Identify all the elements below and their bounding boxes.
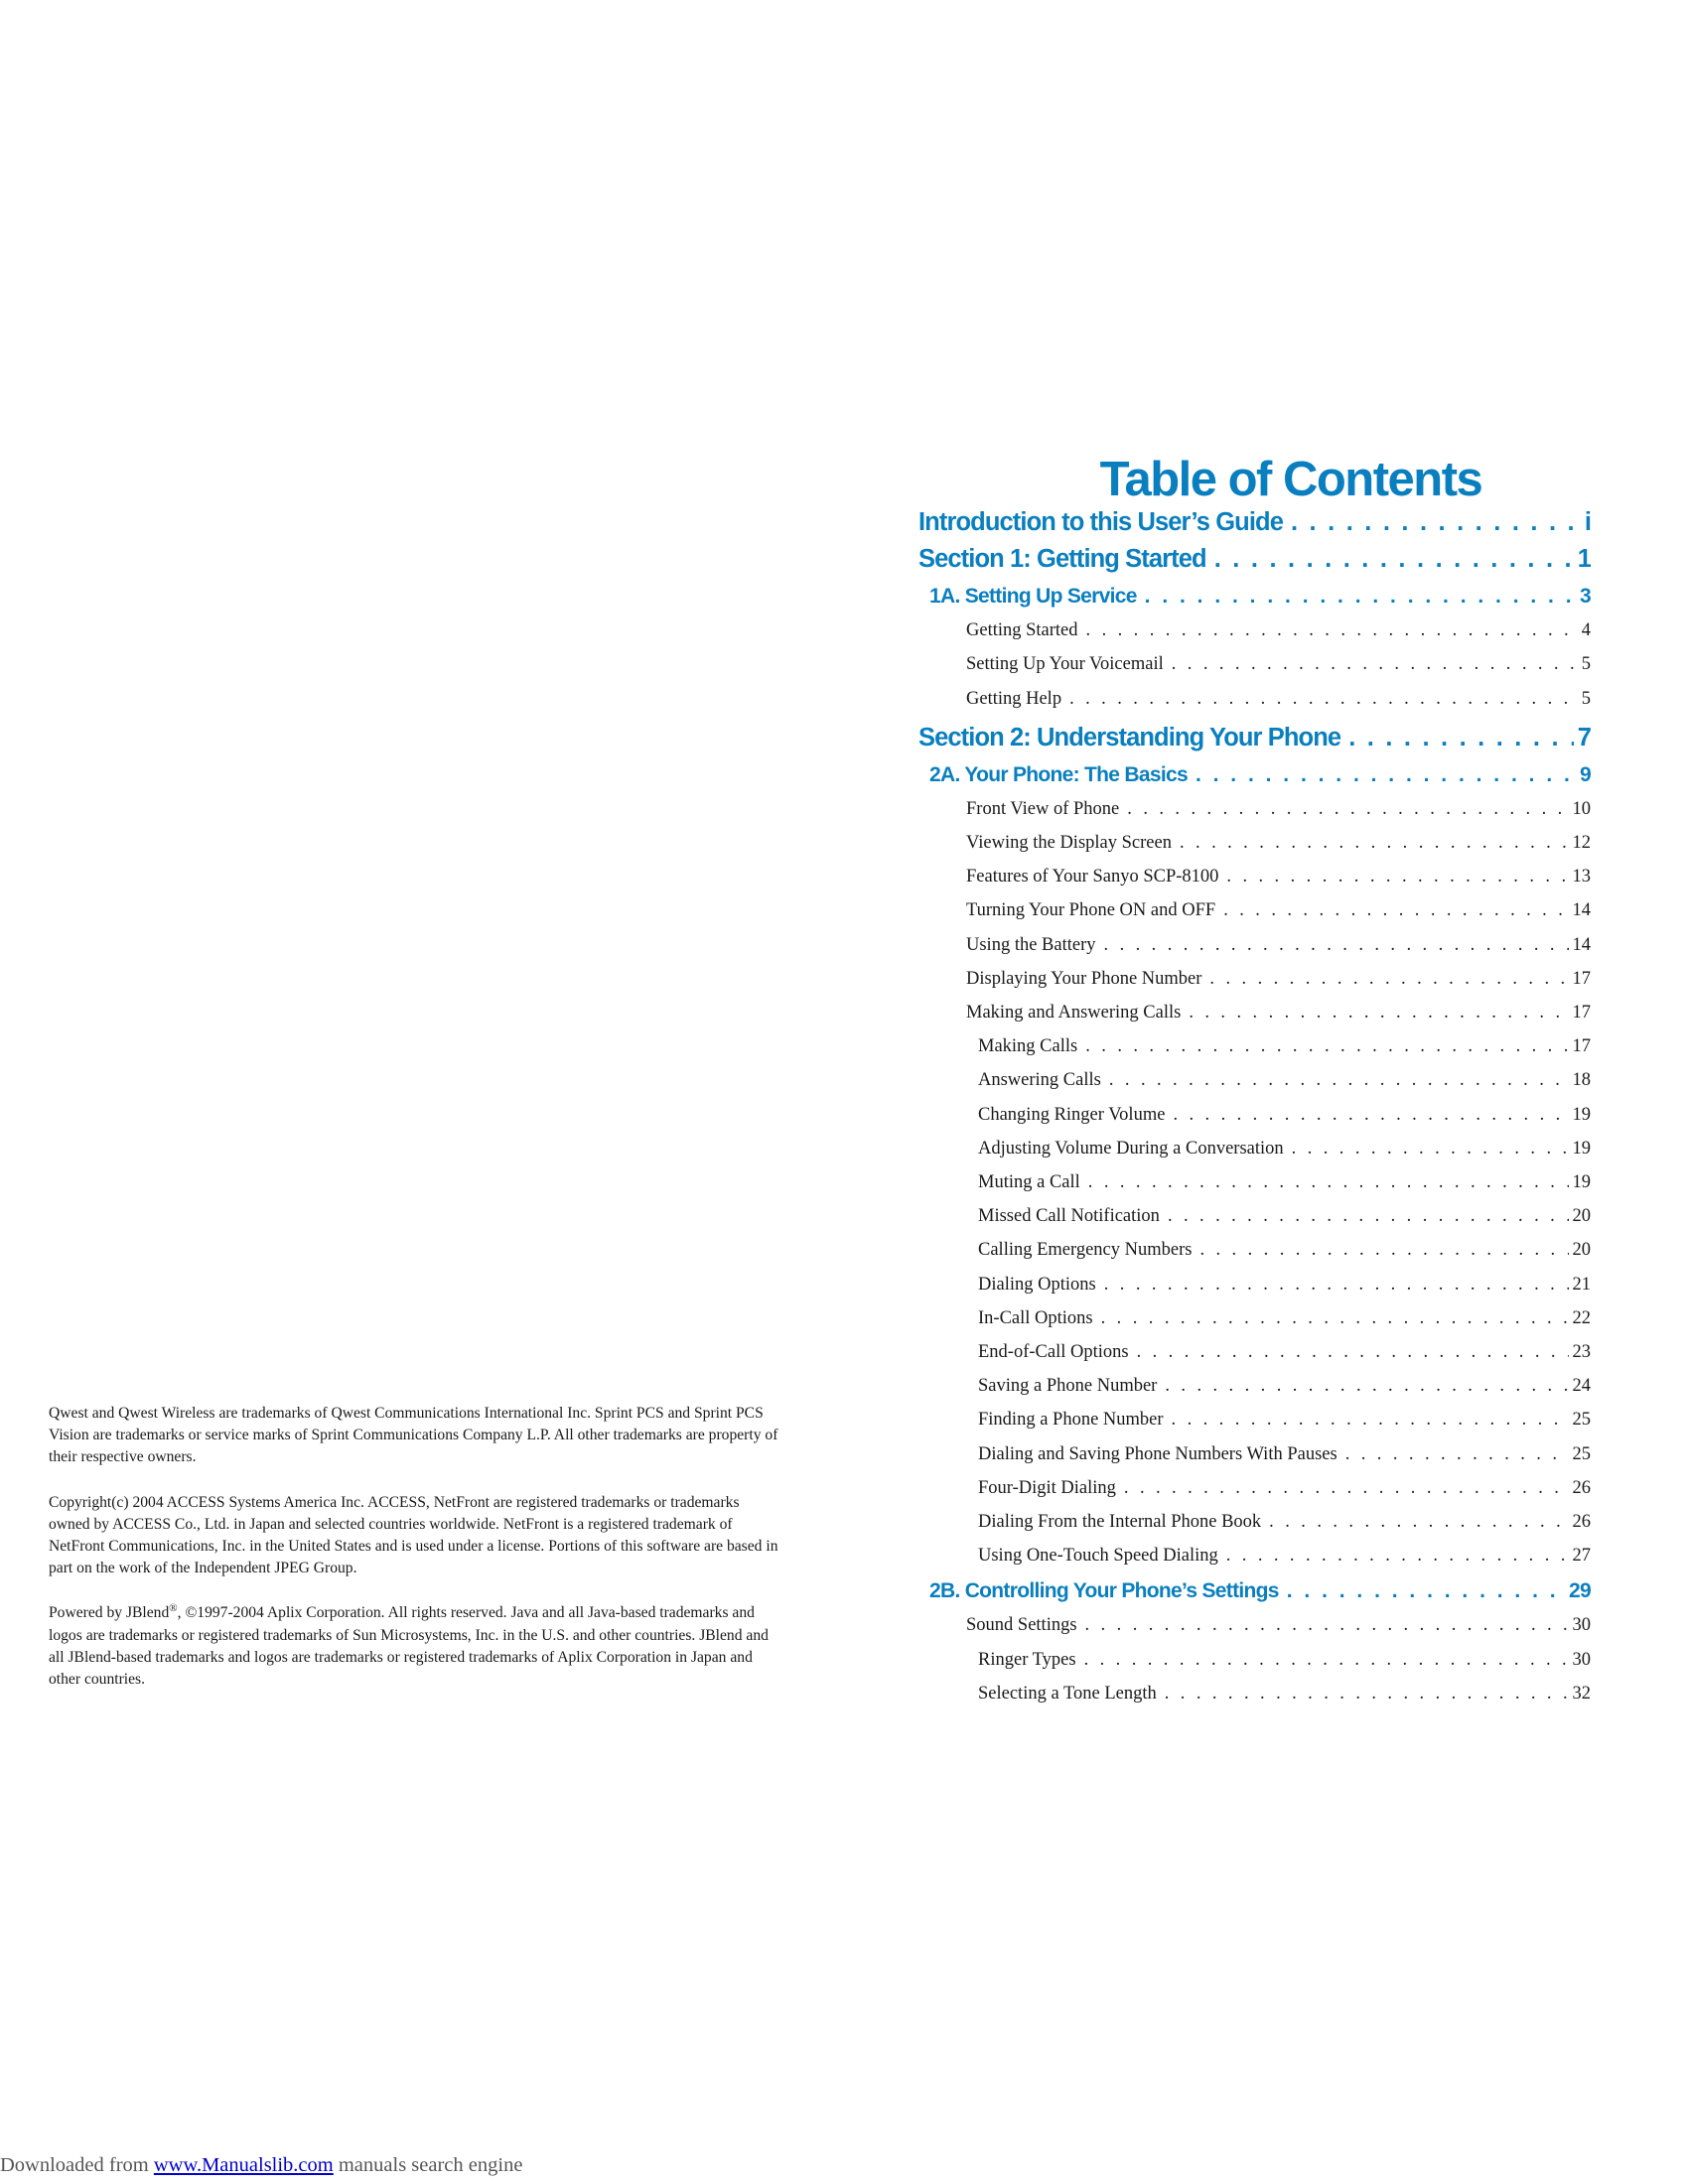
toc-entry-label: Four-Digit Dialing <box>978 1478 1116 1498</box>
toc-page-number: 25 <box>1572 1444 1591 1464</box>
toc-entry[interactable] <box>978 1403 1591 1436</box>
toc-entry-label: Answering Calls <box>978 1070 1101 1090</box>
toc-entry-label: Saving a Phone Number <box>978 1376 1158 1396</box>
toc-page-number: 9 <box>1580 763 1591 786</box>
jblend-text-start: Powered by JBlend <box>49 1604 170 1622</box>
toc-entry[interactable] <box>978 1539 1591 1572</box>
toc-page-number: 17 <box>1572 1036 1591 1056</box>
toc-leader-dots <box>1196 758 1576 792</box>
toc-leader-dots <box>1085 1029 1568 1063</box>
toc-entry-label: Missed Call Notification <box>978 1206 1160 1226</box>
toc-leader-dots <box>1168 1199 1569 1233</box>
toc-entry[interactable] <box>978 1335 1591 1369</box>
toc-entry[interactable] <box>966 928 1591 962</box>
toc-entry[interactable] <box>929 580 1591 614</box>
toc-entry[interactable] <box>978 1643 1591 1677</box>
toc-entry-label: Displaying Your Phone Number <box>966 969 1202 989</box>
jblend-text-rest: , ©1997-2004 Aplix Corporation. All rights reserved. Java and all Java-based trademarks and logos are trademarks or registered trademarks of Sun Microsystems, Inc. in the U.S. and other countries. JBlend and all JBlend-based trademarks and logos are trademarks or registered trademarks of Aplix Corporation in Japan and other countries. <box>49 1604 769 1689</box>
toc-page-number: 12 <box>1572 833 1591 853</box>
toc-entry-label: Getting Help <box>966 689 1062 709</box>
toc-entry-label: Dialing and Saving Phone Numbers With Pauses <box>978 1444 1337 1464</box>
toc-entry[interactable] <box>978 1233 1591 1267</box>
toc-page-number: 1 <box>1577 545 1591 573</box>
toc-leader-dots <box>1085 1608 1569 1642</box>
toc-entry-label: Changing Ringer Volume <box>978 1105 1166 1125</box>
toc-page-number: i <box>1584 508 1591 536</box>
toc-leader-dots <box>1348 719 1574 756</box>
toc-page-number: 23 <box>1572 1342 1591 1362</box>
toc-entry-label: Front View of Phone <box>966 799 1120 819</box>
toc-entry-label: Muting a Call <box>978 1172 1080 1192</box>
toc-entry-label: Section 2: Understanding Your Phone <box>918 724 1341 751</box>
toc-leader-dots <box>1137 1335 1569 1369</box>
toc-leader-dots <box>1287 1574 1565 1608</box>
toc-entry-label: Viewing the Display Screen <box>966 833 1172 853</box>
toc-entry[interactable] <box>966 893 1591 927</box>
toc-entry-label: Introduction to this User’s Guide <box>918 508 1283 536</box>
toc-page-number: 24 <box>1572 1376 1591 1396</box>
toc-entry[interactable] <box>966 682 1591 716</box>
toc-leader-dots <box>1104 1268 1569 1301</box>
toc-page-number: 7 <box>1577 724 1591 751</box>
toc-leader-dots <box>1180 826 1569 860</box>
toc-entry-label: Getting Started <box>966 620 1078 640</box>
toc-entry[interactable] <box>978 1301 1591 1335</box>
toc-entry-label: Making Calls <box>978 1036 1078 1056</box>
toc-page-number: 19 <box>1572 1105 1591 1125</box>
toc-leader-dots <box>1109 1063 1569 1097</box>
toc-page-number: 25 <box>1572 1410 1591 1430</box>
toc-entry-label: Using One-Touch Speed Dialing <box>978 1546 1218 1566</box>
toc-entry[interactable] <box>978 1199 1591 1233</box>
toc-leader-dots <box>1165 1369 1568 1403</box>
toc-page-number: 27 <box>1572 1546 1591 1566</box>
toc-entry[interactable] <box>966 614 1591 647</box>
toc-page-number: 30 <box>1572 1650 1591 1670</box>
toc-entry[interactable] <box>978 1098 1591 1132</box>
footer-suffix: manuals search engine <box>333 2154 523 2176</box>
toc-page-number: 17 <box>1572 969 1591 989</box>
toc-leader-dots <box>1226 1539 1569 1572</box>
toc-entry-label: Sound Settings <box>966 1615 1077 1635</box>
toc-leader-dots <box>1269 1505 1568 1539</box>
toc-page-number: 19 <box>1572 1139 1591 1159</box>
toc-entry-label: Finding a Phone Number <box>978 1410 1164 1430</box>
registered-mark: ® <box>169 1602 178 1615</box>
toc-leader-dots <box>1165 1677 1569 1710</box>
toc-page-number: 29 <box>1569 1579 1591 1602</box>
toc-page-number: 21 <box>1572 1275 1591 1295</box>
toc-page-number: 26 <box>1572 1478 1591 1498</box>
toc-entry-label: Adjusting Volume During a Conversation <box>978 1139 1284 1159</box>
toc-leader-dots <box>1104 928 1569 962</box>
toc-leader-dots <box>1145 580 1576 614</box>
toc-entry[interactable] <box>978 1437 1591 1471</box>
toc-entry[interactable] <box>978 1677 1591 1710</box>
toc-page-number: 17 <box>1572 1003 1591 1023</box>
toc-entry-label: Section 1: Getting Started <box>918 545 1206 573</box>
toc-leader-dots <box>1127 792 1568 826</box>
toc-entry[interactable] <box>978 1268 1591 1301</box>
toc-entry[interactable] <box>966 996 1591 1029</box>
toc-entry-label: Selecting a Tone Length <box>978 1684 1157 1704</box>
toc-page-number: 5 <box>1581 689 1591 709</box>
toc-entry-label: Ringer Types <box>978 1650 1076 1670</box>
toc-leader-dots <box>1172 1403 1569 1436</box>
toc-entry[interactable] <box>978 1029 1591 1063</box>
manualslib-link[interactable]: www.Manualslib.com <box>153 2154 334 2176</box>
toc-page-number: 30 <box>1572 1615 1591 1635</box>
toc-leader-dots <box>1124 1471 1569 1505</box>
toc-entry-label: Dialing Options <box>978 1275 1096 1295</box>
toc-entry[interactable] <box>929 1574 1591 1608</box>
toc-entry[interactable] <box>978 1063 1591 1097</box>
toc-entry[interactable] <box>966 1608 1591 1642</box>
toc-entry-label: 2A. Your Phone: The Basics <box>929 763 1188 786</box>
toc-page-number: 32 <box>1572 1684 1591 1704</box>
toc-entry[interactable] <box>966 826 1591 860</box>
toc-entry-label: 1A. Setting Up Service <box>929 585 1137 608</box>
toc-page-number: 14 <box>1572 935 1591 955</box>
toc-entry-label: End-of-Call Options <box>978 1342 1129 1362</box>
toc-leader-dots <box>1199 1233 1568 1267</box>
toc-entry-label: Calling Emergency Numbers <box>978 1240 1193 1260</box>
toc-leader-dots <box>1223 893 1568 927</box>
toc-page-number: 26 <box>1572 1512 1591 1532</box>
toc-entry[interactable] <box>966 860 1591 893</box>
toc-entry-label: In-Call Options <box>978 1308 1093 1328</box>
toc-page-number: 18 <box>1572 1070 1591 1090</box>
toc-page-number: 5 <box>1581 654 1591 674</box>
toc-entry[interactable] <box>978 1369 1591 1403</box>
copyright-paragraph: Copyright(c) 2004 ACCESS Systems America Inc. ACCESS, NetFront are registered trademarks or trademarks owned by ACCESS Co., Ltd. in Japan and selected countries worldwide. NetFront is a registered trademark of NetFront Communications, Inc. in the United States and is used under a license. Portions of this software are based in part on the work of the Independent JPEG Group. <box>49 1493 778 1577</box>
toc-leader-dots <box>1086 614 1578 647</box>
toc-leader-dots <box>1189 996 1568 1029</box>
toc-entry-label: 2B. Controlling Your Phone’s Settings <box>929 1579 1279 1602</box>
toc-entry[interactable] <box>966 647 1591 681</box>
toc-leader-dots <box>1214 540 1574 578</box>
toc-entry-label: Dialing From the Internal Phone Book <box>978 1512 1262 1532</box>
toc-page-number: 4 <box>1581 620 1591 640</box>
toc-leader-dots <box>1101 1301 1569 1335</box>
toc-page-number: 20 <box>1572 1240 1591 1260</box>
toc-page-number: 22 <box>1572 1308 1591 1328</box>
toc-leader-dots <box>1172 647 1578 681</box>
toc-entry[interactable] <box>918 540 1591 578</box>
toc-page-number: 20 <box>1572 1206 1591 1226</box>
toc-page-number: 19 <box>1572 1172 1591 1192</box>
toc-entry-label: Using the Battery <box>966 935 1096 955</box>
toc-entry[interactable] <box>966 792 1591 826</box>
toc-entry[interactable] <box>978 1132 1591 1165</box>
toc-entry[interactable] <box>966 962 1591 996</box>
toc-leader-dots <box>1084 1643 1569 1677</box>
toc-leader-dots <box>1291 503 1581 541</box>
toc-leader-dots <box>1069 682 1578 716</box>
toc-entry-label: Making and Answering Calls <box>966 1003 1182 1023</box>
toc-entry[interactable] <box>918 719 1591 756</box>
toc-entry-label: Setting Up Your Voicemail <box>966 654 1164 674</box>
toc-entry[interactable] <box>929 758 1591 792</box>
toc-leader-dots <box>1345 1437 1569 1471</box>
toc-leader-dots <box>1173 1098 1568 1132</box>
toc-entry-label: Turning Your Phone ON and OFF <box>966 900 1216 920</box>
toc-entry[interactable] <box>978 1165 1591 1199</box>
toc-page-number: 14 <box>1572 900 1591 920</box>
trademark-paragraph: Qwest and Qwest Wireless are trademarks of Qwest Communications International Inc. Sprint PCS and Sprint PCS Vision are trademarks or service marks of Sprint Communications Company L.P. All other trademarks are property of their respective owners. <box>49 1405 778 1466</box>
toc-page-number: 3 <box>1580 585 1591 608</box>
footer-prefix: Downloaded from <box>0 2154 154 2176</box>
toc-entry-label: Features of Your Sanyo SCP-8100 <box>966 867 1219 887</box>
download-footer <box>0 2152 794 2178</box>
toc-title: Table of Contents <box>1099 453 1482 506</box>
toc-page-number: 13 <box>1572 867 1591 887</box>
toc-leader-dots <box>1088 1165 1569 1199</box>
toc-entry[interactable] <box>978 1471 1591 1505</box>
toc-page-number: 10 <box>1572 799 1591 819</box>
toc-entry[interactable] <box>918 503 1591 541</box>
toc-leader-dots <box>1226 860 1568 893</box>
toc-entry[interactable] <box>978 1505 1591 1539</box>
toc-leader-dots <box>1209 962 1568 996</box>
toc-leader-dots <box>1292 1132 1569 1165</box>
